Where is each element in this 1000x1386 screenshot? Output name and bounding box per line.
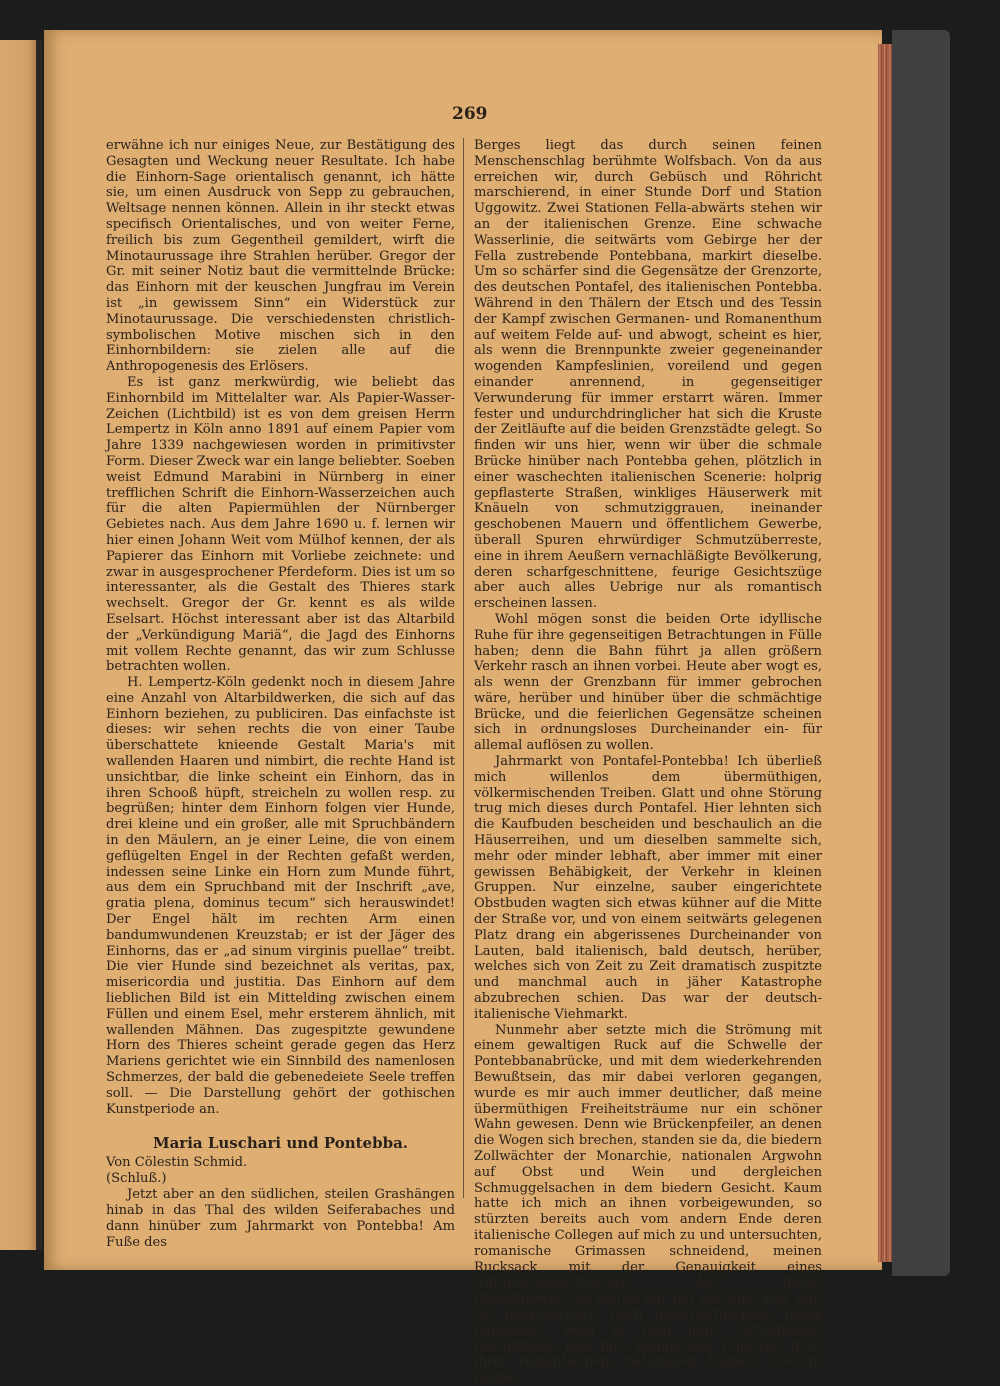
right-paragraph-3: Jahrmarkt von Pontafel-Pontebba! Ich überließ mich willenlos dem übermüthigen, völkermischenden Treiben. Glatt und ohne Störung trug mich dieses durch Pontafel. Hier lehnten sich die Kaufbuden bescheiden und beschaulich an die Häuserreihen, und um dieselben sammelte sich, mehr oder minder lebhaft, aber immer mit einer gewissen Behäbigkeit, der Verkehr in kleinen Gruppen. Nur einzelne, sauber eingerichtete Obstbuden wagten sich etwas kühner auf die Mitte der Straße vor, und von einem seitwärts gelegenen Platz drang ein abgerissenes Durcheinander von Lauten, bald italienisch, bald deutsch, herüber, welches sich von Zeit zu Zeit dramatisch zuspitzte und manchmal auch in jäher Katastrophe abzubrechen schien. Das war der deutsch-italienische Viehmarkt. [474, 754, 822, 1022]
left-paragraph-1: erwähne ich nur einiges Neue, zur Bestätigung des Gesagten und Weckung neuer Resultate. Ich habe die Einhorn-Sage orientalisch genannt, ich hätte sie, um einen Ausdruck von Sepp zu gebrauchen, Weltsage nennen können. Allein in ihr steckt etwas specifisch Orientalisches, und von weiter Ferne, freilich bis zum Gegentheil gemildert, wirft die Minotaurussage ihre Strahlen herüber. Gregor der Gr. mit seiner Notiz baut die vermittelnde Brücke: das Einhorn mit der keuschen Jungfrau im Verein ist „in gewissem Sinn“ ein Widerstück zur Minotaurussage. Die verschiedensten christlich-symbolischen Motive mischen sich in den Einhornbildern: sie zielen alle auf die Anthropogenesis des Erlösers. [106, 138, 455, 375]
right-column [474, 138, 822, 1386]
book-gutter [36, 40, 42, 1250]
left-column [106, 138, 455, 1251]
page-fore-edge [878, 44, 892, 1262]
right-paragraph-2: Wohl mögen sonst die beiden Orte idyllische Ruhe für ihre gegenseitigen Betrachtungen in Fülle haben; denn die Bahn führt ja allen größern Verkehr rasch an ihnen vorbei. Heute aber wogt es, als wenn der Grenzbann für immer gebrochen wäre, herüber und hinüber über die schmächtige Brücke, und die feierlichen Gegensätze scheinen sich in ordnungsloses Durcheinander ein- für allemal auflösen zu wollen. [474, 611, 822, 754]
page-number: 269 [452, 104, 488, 124]
book-cover [892, 30, 950, 1276]
column-rule [463, 138, 464, 1198]
left-paragraph-4: Jetzt aber an den südlichen, steilen Grashängen hinab in das Thal des wilden Seiferabaches und dann hinüber zum Jahrmarkt von Pontebba! Am Fuße des [106, 1187, 455, 1250]
right-paragraph-4: Nunmehr aber setzte mich die Strömung mit einem gewaltigen Ruck auf die Schwelle der Pontebbanabrücke, und mit dem wiederkehrenden Bewußtsein, das mir dabei verloren gegangen, wurde es mir auch immer deutlicher, daß meine übermüthigen Freiheitsträume nur ein schöner Wahn gewesen. Denn wie Brückenpfeiler, an denen die Wogen sich brechen, standen sie da, die biedern Zollwächter der Monarchie, nationalen Argwohn auf Obst und Wein und dergleichen Schmuggelsachen in dem biedern Gesicht. Kaum hatte ich mich an ihnen vorbeigewunden, so stürzten bereits auch vom andern Ende deren italienische Collegen auf mich zu und untersuchten, romanische Grimassen schneidend, meinen Rucksack mit der Genauigkeit eines Untersuchungsrichters. Aus ihrem Dialektgewälsche wurde mir nur das eine klar, daß sie hauptsächlich nach österreichischem Tabak fahndeten, wohl in dem ganz zutreffenden Bewußtsein, daß ihre heimischen Cigarren trotz ihrer romantischen, nationalen Namen: Cavour, Roma, [474, 1022, 822, 1386]
left-paragraph-2: Es ist ganz merkwürdig, wie beliebt das Einhornbild im Mittelalter war. Als Papier-Wasser-Zeichen (Lichtbild) ist es von dem greisen Herrn Lempertz in Köln anno 1891 auf einem Papier vom Jahre 1339 nachgewiesen worden in primitivster Form. Dieser Zweck war ein lange beliebter. Soeben weist Edmund Marabini in Nürnberg in einer trefflichen Schrift die Einhorn-Wasserzeichen auch für die alten Papiermühlen der Nürnberger Gebietes nach. Aus dem Jahre 1690 u. f. lernen wir hier einen Johann Weit vom Mülhof kennen, der als Papierer das Einhorn mit Vorliebe zeichnete: und zwar in ausgesprochener Pferdeform. Dies ist um so interessanter, als die Gestalt des Thieres stark wechselt. Gregor der Gr. kennt es als wilde Eselsart. Höchst interessant aber ist das Altarbild der „Verkündigung Mariä“, die Jagd des Einhorns mit vollem Rechte genannt, das wir zum Schlusse betrachten wollen. [106, 374, 455, 675]
right-paragraph-1: Berges liegt das durch seinen feinen Menschenschlag berühmte Wolfsbach. Von da aus erreichen wir, durch Gebüsch und Röhricht marschierend, in einer Stunde Dorf und Station Uggowitz. Zwei Stationen Fella-abwärts stehen wir an der italienischen Grenze. Eine schwache Wasserlinie, die seitwärts vom Gebirge her der Fella zustrebende Pontebbana, markirt dieselbe. Um so schärfer sind die Gegensätze der Grenzorte, des deutschen Pontafel, des italienischen Pontebba. Während in den Thälern der Etsch und des Tessin der Kampf zwischen Germanen- und Romanenthum auf weitem Felde auf- und abwogt, scheint es hier, als wenn die Brennpunkte zweier gegeneinander wogenden Kampfeslinien, voreilend und gegen einander anrennend, in gegenseitiger Verwunderung für immer erstarrt wären. Immer fester und undurchdringlicher hat sich die Kruste der Zeitläufte auf die beiden Grenzstädte gelegt. So finden wir uns hier, wenn wir über die schmale Brücke hinüber nach Pontebba gehen, plötzlich in einer waschechten italienischen Scenerie: holprig gepflasterte Straßen, winkliges Häuserwerk mit Knäueln von schmutziggrauen, ineinander geschobenen Mauern und öffentlichem Gewerbe, überall Spuren ehrwürdiger Schmutzüberreste, eine in ihrem Aeußern vernachläßigte Bevölkerung, deren scharfgeschnittene, feurige Gesichtszüge aber auch alles Uebrige nur als romantisch erscheinen lassen. [474, 138, 822, 612]
left-paragraph-3: H. Lempertz-Köln gedenkt noch in diesem Jahre eine Anzahl von Altarbildwerken, die sich auf das Einhorn beziehen, zu publiciren. Das einfachste ist dieses: wir sehen rechts die von einer Taube überschattete knieende Gestalt Maria's mit wallenden Haaren und nimbirt, die rechte Hand ist unsichtbar, die linke scheint ein Einhorn, das in ihren Schooß hüpft, streicheln zu wollen resp. zu begrüßen; hinter dem Einhorn folgen vier Hunde, drei kleine und ein großer, alle mit Spruchbändern in den Mäulern, an je einer Leine, die von einem geflügelten Engel in der Rechten gefaßt werden, indessen seine Linke ein Horn zum Munde führt, aus dem ein Spruchband mit der Inschrift „ave, gratia plena, dominus tecum“ sich herauswindet! Der Engel hält im rechten Arm einen bandumwundenen Kreuzstab; er ist der Jäger des Einhorns, das er „ad sinum virginis puellae“ treibt. Die vier Hunde sind bezeichnet als veritas, pax, misericordia und justitia. Das Einhorn auf dem lieblichen Bild ist ein Mittelding zwischen einem Füllen und einem Esel, mehr ersterem ähnlich, mit wallenden Mähnen. Das zugespitzte gewundene Horn des Thieres scheint gerade gegen das Herz Mariens gerichtet wie ein Sinnbild des namenlosen Schmerzes, der bald die gebenedeiete Seele treffen soll. — Die Darstellung gehört der gothischen Kunstperiode an. [106, 675, 455, 1117]
article-byline: Von Cölestin Schmid. [106, 1155, 248, 1171]
article-heading: Maria Luschari und Pontebba. [152, 1134, 409, 1153]
article-conclusion-note: (Schluß.) [106, 1171, 167, 1187]
previous-page-edge [0, 40, 38, 1250]
